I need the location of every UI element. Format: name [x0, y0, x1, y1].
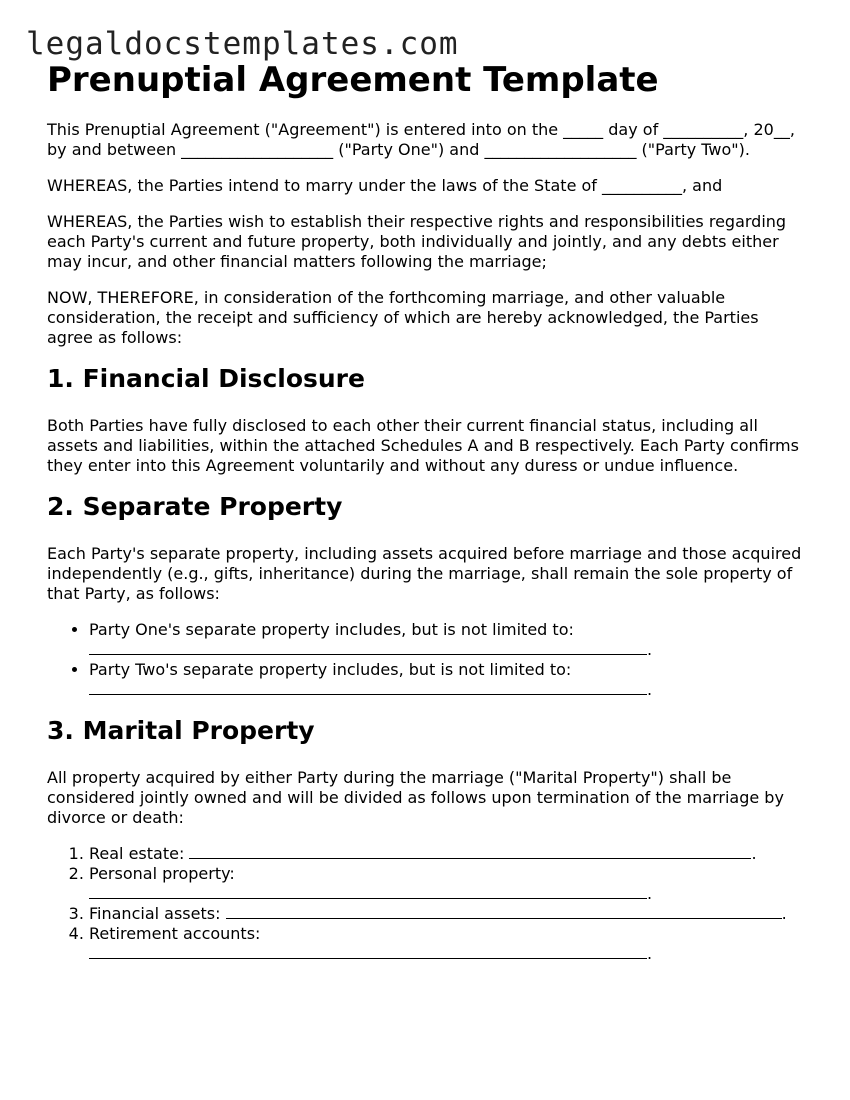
list-item-label: Party One's separate property includes, but is not limited to: [89, 620, 574, 639]
watermark-logo: legaldocstemplates.com [26, 26, 459, 62]
list-item: 4. Retirement accounts: . [89, 924, 807, 964]
fill-in-blank [226, 904, 782, 919]
document-title: Prenuptial Agreement Template [47, 60, 659, 100]
list-item: 2. Personal property: . [89, 864, 807, 904]
list-item: • Party Two's separate property includes, but is not limited to: . [89, 660, 807, 700]
document-body [47, 62, 807, 980]
marital-property-text: All property acquired by either Party during the marriage ("Marital Property") shall be considered jointly owned and will be divided as follows upon termination of the marriage by divorce or death: [47, 768, 784, 827]
list-item: 3. Financial assets: . [89, 904, 807, 924]
now-therefore-paragraph: NOW, THEREFORE, in consideration of the forthcoming marriage, and other valuable consideration, the receipt and sufficiency of which are hereby acknowledged, the Parties agree as follows: [47, 288, 759, 347]
list-item-label: Real estate: [89, 844, 185, 863]
fill-in-blank [89, 884, 647, 899]
whereas-marry-paragraph: WHEREAS, the Parties intend to marry under the laws of the State of __________, and [47, 176, 723, 195]
separate-property-text: Each Party's separate property, including assets acquired before marriage and those acquired independently (e.g., gifts, inheritance) during the marriage, shall remain the sole property of that Party, as follows: [47, 544, 802, 603]
fill-in-blank [189, 844, 751, 859]
list-item: • Party One's separate property includes, but is not limited to: . [89, 620, 807, 660]
separate-property-list [47, 620, 807, 700]
list-item-label: Party Two's separate property includes, but is not limited to: [89, 660, 572, 679]
section-heading-financial-disclosure: 1. Financial Disclosure [47, 364, 365, 393]
section-heading-marital-property: 3. Marital Property [47, 716, 315, 745]
list-item: 1. Real estate: . [89, 844, 807, 864]
intro-paragraph: This Prenuptial Agreement ("Agreement") is entered into on the _____ day of __________, 20__, by and between ___________________ ("Party One") and ___________________ ("Party Two"). [47, 120, 795, 159]
fill-in-blank [89, 640, 647, 655]
fill-in-blank [89, 944, 647, 959]
fill-in-blank [89, 680, 647, 695]
list-item-label: Personal property: [89, 864, 235, 883]
list-item-label: Financial assets: [89, 904, 221, 923]
list-item-label: Retirement accounts: [89, 924, 261, 943]
section-heading-separate-property: 2. Separate Property [47, 492, 343, 521]
whereas-rights-paragraph: WHEREAS, the Parties wish to establish their respective rights and responsibilities regarding each Party's current and future property, both individually and jointly, and any debts either may incur, and other financial matters following the marriage; [47, 212, 787, 271]
financial-disclosure-text: Both Parties have fully disclosed to each other their current financial status, including all assets and liabilities, within the attached Schedules A and B respectively. Each Party confirms they enter into this Agreement voluntarily and without any duress or undue influence. [47, 416, 799, 475]
marital-property-list [47, 844, 807, 964]
